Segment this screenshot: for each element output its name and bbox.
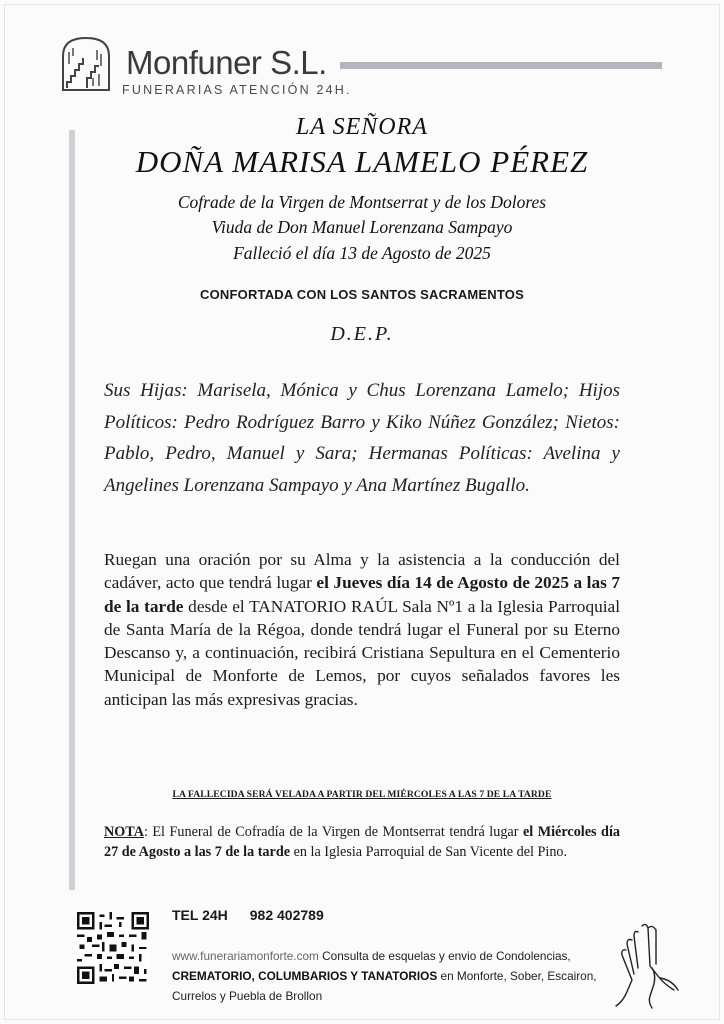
velada-notice: LA FALLECIDA SERÁ VELADA A PARTIR DEL MIÉRCOLES A LAS 7 DE LA TARDE [172,789,552,800]
website-link[interactable]: www.funerariamonforte.com [172,949,319,963]
dep-line: D.E.P. [330,323,394,345]
services-text-1: Consulta de esquelas y envio de Condolencias, [318,949,571,963]
praying-hands-icon [612,918,682,1010]
family-list: Sus Hijas: Marisela, Mónica y Chus Lorenzana Lamelo; Hijos Políticos: Pedro Rodríguez Barro y Kiko Núñez González; Nietos: Pablo, Pedro, Manuel y Sara; Hermanas Políticas: Avelina y Angelines Lorenzana Sampayo y Ana Martínez Bugallo. [104,380,620,496]
brand-name: Monfuner S.L. [126,44,327,81]
services-text-2: en Monforte, Sober, Escairon, Currelos y Puebla de Brollon [172,969,597,1003]
nota-paragraph [104,822,620,862]
death-date-line: Falleció el día 13 de Agosto de 2025 [233,243,491,263]
deceased-name: DOÑA MARISA LAMELO PÉREZ [135,144,589,179]
nota-date: el Miércoles día 27 de Agosto a las 7 de la tarde [104,824,620,860]
telephone-line [172,907,324,923]
brand-tagline: FUNERARIAS ATENCIÓN 24H. [122,83,352,97]
qr-code-icon[interactable] [77,912,149,984]
title-prefix: LA SEÑORA [296,114,428,140]
services-highlight: CREMATORIO, COLUMBARIOS Y TANATORIOS [172,969,438,983]
ceremony-paragraph [104,548,620,711]
ceremony-details: desde el TANATORIO RAÚL Sala Nº1 a la Iglesia Parroquial de Santa María de la Régoa, donde tendrá lugar el Funeral por su Eterno Descanso y, a continuación, recibirá Cristiana Sepultura en el Cementerio Municipal de Monforte de Lemos, por cuyos señalados favores les anticipan las más expresivas gracias. [104,596,620,709]
confortada-line: CONFORTADA CON LOS SANTOS SACRAMENTOS [200,287,524,302]
ceremony-intro: Ruegan una oración por su Alma y la asistencia a la conducción del cadáver, acto que tendrá lugar [104,550,620,593]
telephone-number[interactable]: 982 402789 [249,907,324,923]
ceremony-date: el Jueves día 14 de Agosto de 2025 a las 7 de la tarde [104,573,620,616]
viuda-line: Viuda de Don Manuel Lorenzana Sampayo [211,217,513,237]
nota-label: NOTA [104,824,144,840]
telephone-label: TEL 24H [172,907,228,923]
header-decorative-bar [340,62,662,69]
monfuner-logo-icon [57,34,115,92]
nota-text-1: : El Funeral de Cofradía de la Virgen de Montserrat tendrá lugar [143,824,523,840]
footer-info [172,946,598,1006]
cofrade-line: Cofrade de la Virgen de Montserrat y de los Dolores [177,192,547,212]
nota-text-2: en la Iglesia Parroquial de San Vicente del Pino. [290,844,568,860]
